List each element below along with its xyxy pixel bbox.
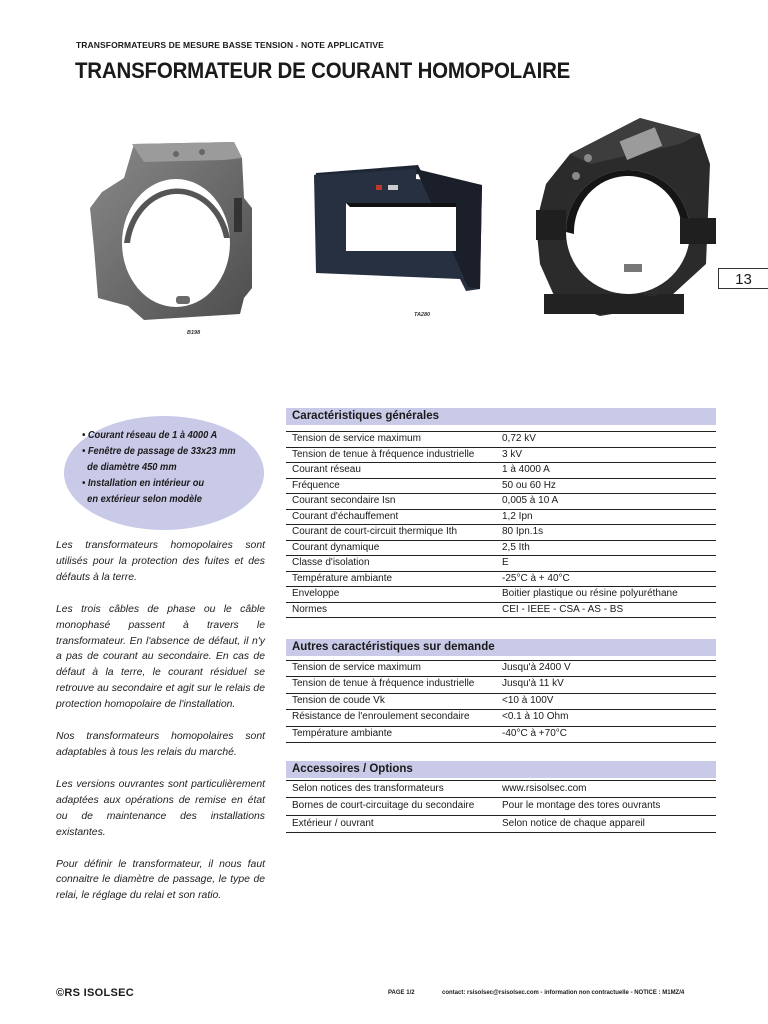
row-value: Boitier plastique ou résine polyuréthane — [502, 588, 678, 599]
table-row — [286, 710, 716, 726]
split-core-current-transformer-image — [530, 114, 720, 320]
highlight-item: • Courant réseau de 1 à 4000 A — [82, 430, 218, 441]
section-heading-other: Autres caractéristiques sur demande — [286, 639, 716, 656]
table-row — [286, 694, 716, 710]
row-label: Température ambiante — [292, 572, 393, 584]
description-paragraph: Les trois câbles de phase ou le câble monophasé passent à travers le transformateur. En l'absence de défaut, il n'y a pas de courant au secondaire. En cas de défaut à la terre, le courant résiduel se retrouve au secondaire et agit sur le relais de protection homopolaire de l'installation. — [56, 603, 265, 711]
row-value: 3 kV — [502, 448, 523, 460]
row-label: Fréquence — [292, 479, 340, 491]
row-label: Courant dynamique — [292, 541, 380, 553]
table-row — [286, 661, 716, 677]
row-value: -40°C à +70°C — [502, 727, 567, 739]
description-paragraph: Nos transformateurs homopolaires sont adaptables à tous les relais du marché. — [56, 731, 265, 758]
table-row — [286, 525, 716, 541]
row-value: 80 Ipn.1s — [502, 526, 544, 537]
row-value: 2,5 Ith — [502, 541, 530, 553]
image-caption-p150: P150 — [644, 292, 657, 298]
row-value: Jusqu'à 11 kV — [502, 678, 564, 690]
highlight-item: en extérieur selon modèle — [82, 494, 202, 505]
row-label: Classe d'isolation — [292, 557, 370, 568]
document-title: TRANSFORMATEUR DE COURANT HOMOPOLAIRE — [75, 58, 571, 83]
row-label: Extérieur / ouvrant — [292, 817, 374, 829]
document-subtitle: TRANSFORMATEURS DE MESURE BASSE TENSION - NOTE APPLICATIVE — [76, 40, 384, 50]
accessories-table — [286, 780, 716, 833]
row-label: Selon notices des transformateurs — [292, 783, 444, 794]
row-label: Courant réseau — [292, 464, 361, 475]
rectangular-current-transformer-image — [310, 163, 484, 293]
highlight-item: • Installation en intérieur ou — [82, 478, 205, 489]
description-paragraph: Les transformateurs homopolaires sont utilisés pour la protection des fuites et des défauts à la terre. — [56, 540, 265, 583]
row-value: 0,005 à 10 A — [502, 495, 559, 506]
row-label: Tension de coude Vk — [292, 694, 385, 706]
table-row — [286, 572, 716, 588]
table-row — [286, 510, 716, 526]
image-caption-b198: B198 — [187, 330, 201, 336]
row-value: 50 ou 60 Hz — [502, 479, 556, 491]
table-row — [286, 816, 716, 833]
row-value: Selon notice de chaque appareil — [502, 817, 645, 829]
row-label: Résistance de l'enroulement secondaire — [292, 711, 470, 723]
highlight-item: • Fenêtre de passage de 33x23 mm — [82, 446, 236, 457]
table-row — [286, 541, 716, 557]
row-label: Courant d'échauffement — [292, 510, 399, 522]
footer-page-number: PAGE 1/2 — [388, 990, 415, 996]
description-text — [56, 538, 265, 920]
row-value: E — [502, 557, 509, 568]
description-paragraph: Pour définir le transformateur, il nous faut connaitre le diamètre de passage, le type de relai, le réglage du relai et son ratio. — [56, 858, 265, 902]
table-row — [286, 677, 716, 693]
row-label: Courant de court-circuit thermique Ith — [292, 526, 458, 537]
highlights-list — [82, 428, 236, 508]
row-label: Courant secondaire Isn — [292, 495, 396, 506]
general-characteristics-table — [286, 431, 716, 618]
table-row — [286, 587, 716, 603]
row-value: Jusqu'à 2400 V — [502, 662, 571, 673]
table-row — [286, 432, 716, 448]
row-value: <10 à 100V — [502, 694, 554, 706]
row-value: CEI - IEEE - CSA - AS - BS — [502, 603, 624, 615]
table-row — [286, 556, 716, 572]
section-heading-general: Caractéristiques générales — [286, 408, 716, 425]
row-value: 0,72 kV — [502, 433, 536, 444]
round-current-transformer-image — [84, 138, 256, 324]
table-row — [286, 781, 716, 798]
row-label: Tension de service maximum — [292, 662, 421, 673]
row-value: Pour le montage des tores ouvrants — [502, 800, 661, 812]
row-label: Tension de tenue à fréquence industrielle — [292, 678, 475, 690]
page-number-tab: 13 — [718, 268, 768, 289]
footer-brand: ©RS ISOLSEC — [56, 987, 135, 999]
footer-contact: contact: rsisolsec@rsisolsec.com - information non contractuelle - NOTICE : M1MZ/4 — [442, 990, 685, 996]
table-row — [286, 479, 716, 495]
table-row — [286, 448, 716, 464]
row-value: -25°C à + 40°C — [502, 572, 570, 584]
table-row — [286, 494, 716, 510]
row-value: 1,2 Ipn — [502, 510, 533, 522]
row-label: Température ambiante — [292, 727, 393, 739]
row-label: Enveloppe — [292, 588, 340, 599]
table-row — [286, 798, 716, 815]
row-label: Tension de service maximum — [292, 433, 421, 444]
other-characteristics-table — [286, 660, 716, 743]
highlight-item: de diamètre 450 mm — [82, 462, 177, 473]
description-paragraph: Les versions ouvrantes sont particulièrement adaptées aux opérations de remise en état ou de maintenance des installations existantes. — [56, 778, 265, 838]
row-label: Bornes de court-circuitage du secondaire — [292, 800, 475, 812]
image-caption-ta280: TA280 — [414, 312, 431, 318]
row-value: www.rsisolsec.com — [502, 783, 587, 794]
table-row — [286, 727, 716, 743]
table-row — [286, 603, 716, 619]
row-label: Tension de tenue à fréquence industrielle — [292, 448, 475, 460]
row-label: Normes — [292, 603, 328, 615]
section-heading-accessories: Accessoires / Options — [286, 761, 716, 778]
table-row — [286, 463, 716, 479]
row-value: 1 à 4000 A — [502, 464, 550, 475]
row-value: <0.1 à 10 Ohm — [502, 711, 569, 723]
